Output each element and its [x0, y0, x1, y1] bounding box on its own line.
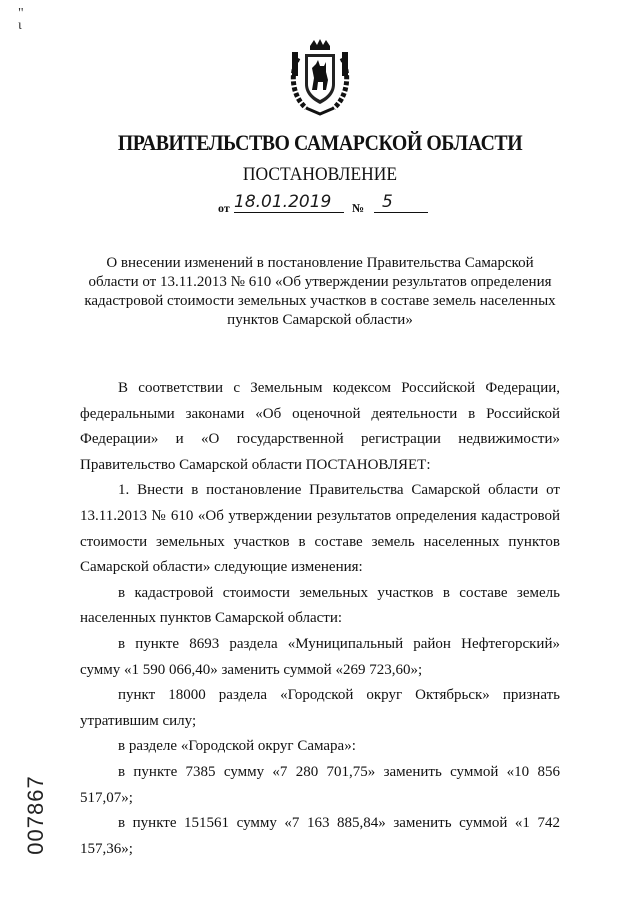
government-title: ПРАВИТЕЛЬСТВО САМАРСКОЙ ОБЛАСТИ: [117, 130, 523, 155]
margin-mark: ɩ: [18, 18, 22, 33]
margin-mark: ": [18, 6, 24, 21]
document-subject: [80, 254, 560, 330]
body-paragraph: В соответствии с Земельным кодексом Российской Федерации, федеральными законами «Об оценочной деятельности в Российской Федерации» и «О государственной регистрации недвижимости» Правительство Самарской области ПОСТАНОВЛЯЕТ:: [80, 380, 560, 473]
subject-line: кадастровой стоимости земельных участков в составе земель населенных: [84, 293, 556, 309]
handwritten-date: 18.01.2019: [234, 192, 344, 213]
document-type: ПОСТАНОВЛЕНИЕ: [242, 164, 398, 185]
coat-of-arms-icon: [288, 38, 352, 116]
body-paragraph: в пункте 8693 раздела «Муниципальный район Нефтегорский» сумму «1 590 066,40» заменить суммой «269 723,60»;: [80, 635, 560, 678]
registration-stamp: [6, 760, 66, 870]
handwritten-number: 5: [374, 192, 428, 213]
document-body: [80, 376, 560, 862]
subject-line: О внесении изменений в постановление Правительства Самарской: [106, 255, 534, 271]
stamp-number: 007867: [23, 775, 48, 855]
date-number-line: [218, 194, 428, 216]
body-paragraph: 1. Внести в постановление Правительства Самарской области от 13.11.2013 № 610 «Об утверждении результатов определения кадастровой стоимости земельных участков в составе земель населенных пунктов Самарской области» следующие изменения:: [80, 482, 560, 576]
body-paragraph: в кадастровой стоимости земельных участков в составе земель населенных пунктов Самарской области:: [80, 584, 560, 627]
body-paragraph: в пункте 7385 сумму «7 280 701,75» заменить суммой «10 856 517,07»;: [80, 763, 560, 806]
number-prefix: №: [352, 201, 365, 215]
body-paragraph: в разделе «Городской округ Самара»:: [118, 738, 356, 755]
body-paragraph: пункт 18000 раздела «Городской округ Октябрьск» признать утратившим силу;: [80, 687, 560, 729]
date-prefix: от: [218, 201, 230, 215]
subject-line: области от 13.11.2013 № 610 «Об утверждении результатов определения: [88, 274, 552, 290]
margin-marks: [18, 8, 24, 32]
body-paragraph: в пункте 151561 сумму «7 163 885,84» заменить суммой «1 742 157,36»;: [80, 815, 560, 857]
subject-line: пунктов Самарской области»: [227, 312, 413, 328]
